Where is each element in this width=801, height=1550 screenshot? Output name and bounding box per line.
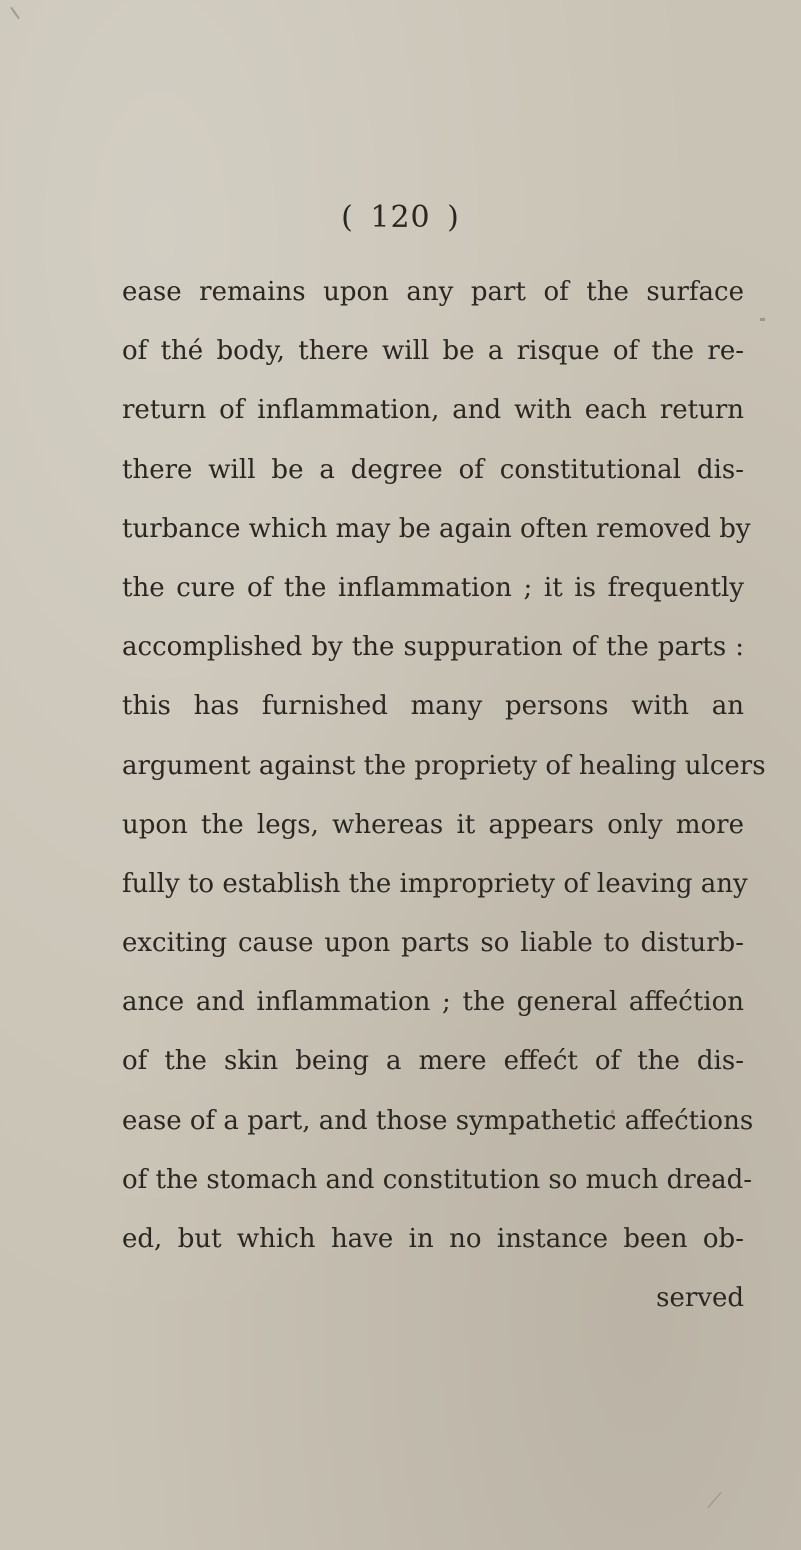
text-line: turbance which may be again often removed by — [122, 513, 751, 544]
page-number: ( 120 ) — [341, 200, 460, 235]
body-text — [122, 263, 766, 1328]
text-line: this has furnished many persons with an — [122, 691, 744, 722]
text-line: ance and inflammation ; the general affećtion — [122, 987, 744, 1018]
text-line: exciting cause upon parts so liable to disturb- — [122, 928, 744, 959]
paper-speck — [708, 1492, 722, 1508]
text-line: upon the legs, whereas it appears only more — [122, 809, 744, 840]
text-line: of the skin being a mere effećt of the dis- — [122, 1046, 744, 1077]
text-line: there will be a degree of constitutional dis- — [122, 454, 744, 485]
text-line: return of inflammation, and with each return — [122, 395, 744, 426]
catchword: served — [656, 1283, 744, 1314]
text-line: the cure of the inflammation ; it is frequently — [122, 572, 744, 603]
text-line: of thé body, there will be a risque of the re- — [122, 336, 744, 367]
paper-speck — [611, 1110, 614, 1114]
text-line: ease remains upon any part of the surface — [122, 277, 744, 307]
paper-speck — [10, 7, 20, 20]
text-line: accomplished by the suppuration of the parts : — [122, 632, 744, 663]
text-line: of the stomach and constitution so much dread- — [122, 1164, 753, 1195]
text-line: argument against the propriety of healing ulcers — [122, 750, 766, 781]
paper-speck — [760, 318, 765, 321]
text-line: ease of a part, and those sympathetic affećtions — [122, 1105, 754, 1136]
text-line: fully to establish the impropriety of leaving any — [122, 868, 748, 899]
text-line: ed, but which have in no instance been ob- — [122, 1224, 744, 1254]
